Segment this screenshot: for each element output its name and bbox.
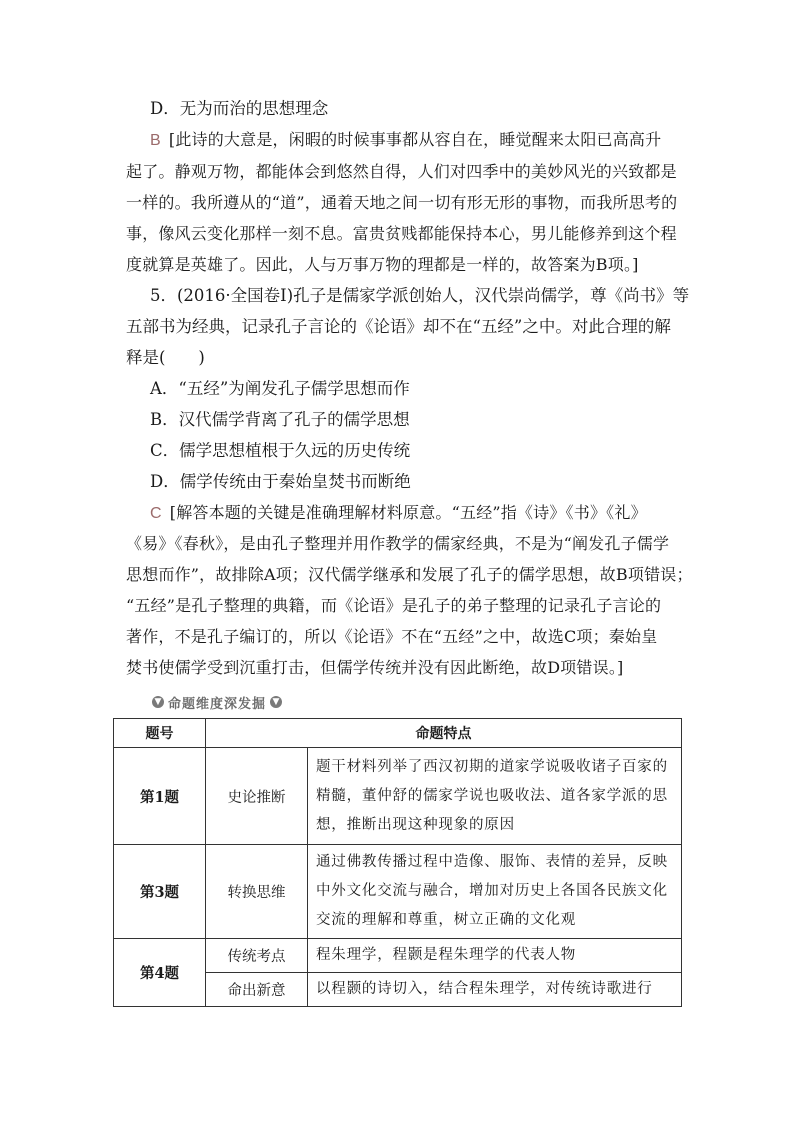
row-type: 传统考点 bbox=[206, 939, 308, 973]
q5-option-a: A．“五经”为阐发孔子儒学思想而作 bbox=[150, 379, 410, 398]
q5-option-d: D．儒学传统由于秦始皇焚书而断绝 bbox=[150, 472, 411, 491]
row-description: 题干材料列举了西汉初期的道家学说吸收诸子百家的精髓，董仲舒的儒家学说也吸收法、道各家学派的思想，推断出现这种现象的原因 bbox=[308, 748, 682, 845]
chevron-down-icon: ▼ bbox=[270, 696, 282, 708]
row-description: 以程颢的诗切入，结合程朱理学，对传统诗歌进行 bbox=[308, 973, 682, 1007]
q5-option-c: C．儒学思想植根于久远的历史传统 bbox=[150, 441, 411, 460]
q5-answer-letter: C bbox=[150, 505, 162, 522]
table-row bbox=[114, 748, 682, 845]
q5-explanation-line-4: “五经”是孔子整理的典籍，而《论语》是孔子的弟子整理的记录孔子言论的 bbox=[126, 596, 662, 615]
q4-option-d: D．无为而治的思想理念 bbox=[150, 99, 329, 118]
table-row bbox=[114, 845, 682, 939]
q4-explanation-line-1 bbox=[150, 130, 661, 151]
q5-stem-line-2: 五部书为经典，记录孔子言论的《论语》却不在“五经”之中。对此合理的解 bbox=[126, 317, 671, 336]
q4-explanation-line-5: 度就算是英雄了。因此，人与万事万物的理都是一样的，故答案为B项。] bbox=[126, 255, 639, 274]
q4-explanation-text: [此诗的大意是，闲暇的时候事事都从容自在，睡觉醒来太阳已高高升 bbox=[168, 130, 662, 149]
features-table bbox=[113, 718, 682, 1007]
q4-explanation-line-4: 事，像风云变化那样一刻不息。富贵贫贱都能保持本心，男儿能修养到这个程 bbox=[126, 224, 677, 243]
q4-explanation-line-2: 起了。静观万物，都能体会到悠然自得，人们对四季中的美妙风光的兴致都是 bbox=[126, 162, 677, 181]
section-banner bbox=[152, 693, 282, 711]
row-type: 史论推断 bbox=[206, 748, 308, 845]
q5-explanation-line-1 bbox=[150, 503, 647, 524]
section-banner-title: 命题维度深发掘 bbox=[168, 696, 267, 712]
q5-stem-line-1: 5．(2016·全国卷Ⅰ)孔子是儒家学派创始人，汉代崇尚儒学，尊《尚书》等 bbox=[150, 286, 690, 305]
row-type: 转换思维 bbox=[206, 845, 308, 939]
q4-explanation-line-3: 一样的。我所遵从的“道”，通着天地之间一切有形无形的事物，而我所思考的 bbox=[126, 193, 678, 212]
q5-explanation-line-2: 《易》《春秋》，是由孔子整理并用作教学的儒家经典，不是为“阐发孔子儒学 bbox=[126, 534, 670, 553]
row-question-no: 第1题 bbox=[114, 748, 206, 845]
q5-stem-line-3: 释是( ) bbox=[126, 348, 205, 367]
chevron-down-icon: ▼ bbox=[152, 696, 164, 708]
q5-explanation-line-3: 思想而作”，故排除A项；汉代儒学继承和发展了孔子的儒学思想，故B项错误； bbox=[126, 565, 693, 584]
q5-explanation-line-6: 焚书使儒学受到沉重打击，但儒学传统并没有因此断绝，故D项错误。] bbox=[126, 658, 624, 677]
row-description: 通过佛教传播过程中造像、服饰、表情的差异，反映中外文化交流与融合，增加对历史上各国各民族文化交流的理解和尊重，树立正确的文化观 bbox=[308, 845, 682, 939]
q5-explanation-text: [解答本题的关键是准确理解材料原意。“五经”指《诗》《书》《礼》 bbox=[169, 503, 647, 522]
header-features: 命题特点 bbox=[206, 719, 682, 748]
row-question-no: 第3题 bbox=[114, 845, 206, 939]
row-question-no: 第4题 bbox=[114, 939, 206, 1007]
row-type: 命出新意 bbox=[206, 973, 308, 1007]
header-question-no: 题号 bbox=[114, 719, 206, 748]
table-header-row bbox=[114, 719, 682, 748]
q4-answer-letter: B bbox=[150, 132, 161, 149]
row-description: 程朱理学，程颢是程朱理学的代表人物 bbox=[308, 939, 682, 973]
q5-explanation-line-5: 著作，不是孔子编订的，所以《论语》不在“五经”之中，故选C项；秦始皇 bbox=[126, 627, 658, 646]
table-row bbox=[114, 939, 682, 973]
q5-option-b: B．汉代儒学背离了孔子的儒学思想 bbox=[150, 410, 410, 429]
